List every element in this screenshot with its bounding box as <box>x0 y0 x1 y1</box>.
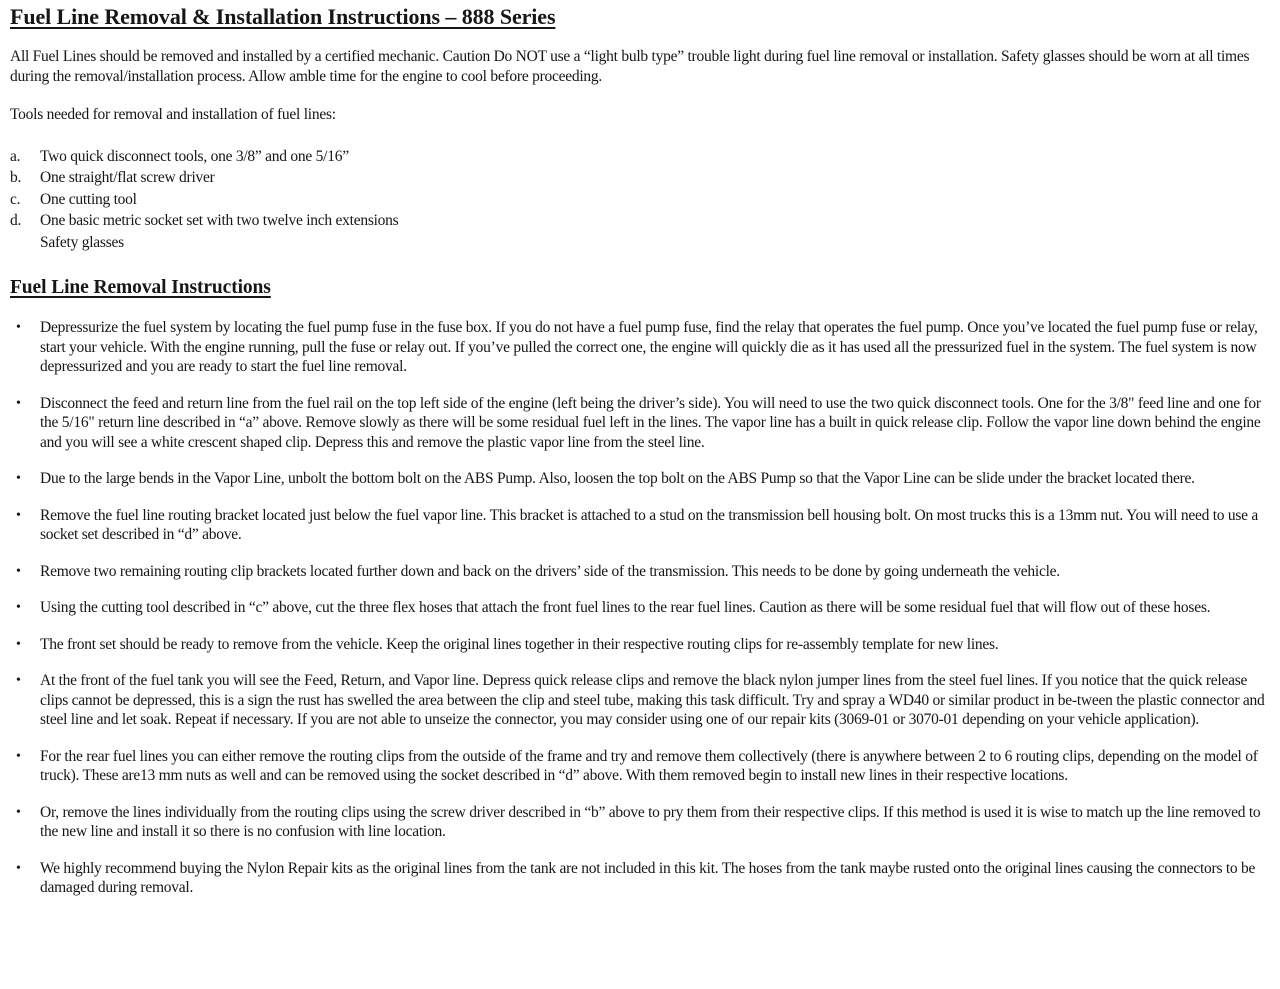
section-heading-removal-instructions: Fuel Line Removal Instructions <box>10 277 271 298</box>
instruction-item <box>10 635 1268 655</box>
tool-item-text: Two quick disconnect tools, one 3/8” and one 5/16” <box>40 147 349 165</box>
instruction-text: At the front of the fuel tank you will see the Feed, Return, and Vapor line. Depress quick release clips and remove the black nylon jumper lines from the steel fuel lines. If you notice that the quick release clips cannot be depressed, this is a sign the rust has swelled the area between the clip and steel tube, making this task difficult. Try and spray a WD40 or similar product in be-tween the plastic connector and steel line and let soak. Repeat if necessary. If you are not able to unseize the connector, you may consider using one of our repair kits (3069-01 or 3070-01 depending on your vehicle application). <box>40 672 1265 728</box>
tools-intro-paragraph: Tools needed for removal and installation of fuel lines: <box>10 106 336 123</box>
tool-item <box>10 210 1268 232</box>
page-title: Fuel Line Removal & Installation Instructions – 888 Series <box>10 4 556 29</box>
bullet-icon: • <box>16 804 21 820</box>
bullet-icon: • <box>16 507 21 523</box>
instruction-item <box>10 318 1268 377</box>
instruction-text: Remove the fuel line routing bracket located just below the fuel vapor line. This bracket is attached to a stud on the transmission bell housing bolt. On most trucks this is a 13mm nut. You will need to use a socket set described in “d” above. <box>40 506 1259 543</box>
instruction-text: We highly recommend buying the Nylon Repair kits as the original lines from the tank are not included in this kit. The hoses from the tank maybe rusted onto the original lines causing the connectors to be damaged during removal. <box>40 859 1256 896</box>
bullet-icon: • <box>16 860 21 876</box>
tool-item-letter: a. <box>10 147 21 165</box>
bullet-icon: • <box>16 673 21 688</box>
instruction-item <box>10 506 1268 545</box>
instruction-text: Remove two remaining routing clip brackets located further down and back on the drivers’ side of the transmission. This needs to be done by going underneath the vehicle. <box>40 562 1060 580</box>
bullet-icon: • <box>16 600 21 615</box>
tool-item <box>10 232 1268 254</box>
instruction-item <box>10 803 1268 842</box>
bullet-icon: • <box>16 748 21 764</box>
instruction-item <box>10 671 1268 730</box>
tool-item-letter: d. <box>10 212 22 229</box>
tool-item-text: One basic metric socket set with two twelve inch extensions <box>40 212 399 229</box>
instruction-text: Disconnect the feed and return line from the fuel rail on the top left side of the engine (left being the driver’s side). You will need to use the two quick disconnect tools. One for the 3/8" feed line and one for the 5/16" return line described in “a” above. Remove slowly as there will be some residual fuel left in the lines. The vapor line has a built in quick release clip. Follow the vapor line down behind the engine and you will see a white crescent shaped clip. Depress this and remove the plastic vapor line from the steel line. <box>40 394 1261 451</box>
tools-list <box>10 146 1268 254</box>
bullet-icon: • <box>16 395 21 411</box>
bullet-icon: • <box>16 563 21 579</box>
instruction-text: Depressurize the fuel system by locating the fuel pump fuse in the fuse box. If you do not have a fuel pump fuse, find the relay that operates the fuel pump. Once you’ve located the fuel pump fuse or relay, start your vehicle. With the engine running, pull the fuse or relay out. If you’ve pulled the correct one, the engine will quickly die as it has used all the pressurized fuel in the system. The fuel system is now depressurized and you are ready to start the fuel line removal. <box>40 319 1258 375</box>
tool-item-letter <box>10 232 40 254</box>
instruction-item <box>10 747 1268 786</box>
tool-item-text: Safety glasses <box>40 233 124 251</box>
bullet-icon: • <box>16 471 21 486</box>
tool-item-text: One cutting tool <box>40 190 137 208</box>
tool-item-letter: b. <box>10 169 22 186</box>
tool-item <box>10 167 1268 189</box>
tool-item-text: One straight/flat screw driver <box>40 169 215 186</box>
instruction-text: For the rear fuel lines you can either remove the routing clips from the outside of the frame and try and remove them collectively (there is anywhere between 2 to 6 routing clips, depending on the model of truck). These are13 mm nuts as well and can be removed using the socket described in “d” above. With them removed begin to install new lines in their respective locations. <box>40 747 1258 784</box>
instructions-list <box>10 318 1268 898</box>
bullet-icon: • <box>16 320 21 335</box>
instruction-item <box>10 562 1268 582</box>
instruction-text: Using the cutting tool described in “c” above, cut the three flex hoses that attach the front fuel lines to the rear fuel lines. Caution as there will be some residual fuel that will flow out of these hoses. <box>40 599 1211 616</box>
tool-item <box>10 189 1268 211</box>
instruction-item <box>10 394 1268 453</box>
instruction-item <box>10 469 1268 489</box>
bullet-icon: • <box>16 636 21 652</box>
instruction-text: Or, remove the lines individually from the routing clips using the screw driver described in “b” above to pry them from their respective clips. If this method is used it is wise to match up the line removed to the new line and install it so there is no confusion with line location. <box>40 803 1261 840</box>
intro-paragraph: All Fuel Lines should be removed and installed by a certified mechanic. Caution Do NOT use a “light bulb type” trouble light during fuel line removal or installation. Safety glasses should be worn at all times during the removal/installation process. Allow amble time for the engine to cool before proceeding. <box>10 48 1250 85</box>
instruction-item <box>10 598 1268 618</box>
instruction-item <box>10 859 1268 898</box>
instruction-text: The front set should be ready to remove from the vehicle. Keep the original lines together in their respective routing clips for re-assembly template for new lines. <box>40 635 999 653</box>
instruction-text: Due to the large bends in the Vapor Line, unbolt the bottom bolt on the ABS Pump. Also, loosen the top bolt on the ABS Pump so that the Vapor Line can be slide under the bracket located there. <box>40 470 1195 487</box>
tool-item <box>10 146 1268 168</box>
tool-item-letter: c. <box>10 190 21 208</box>
